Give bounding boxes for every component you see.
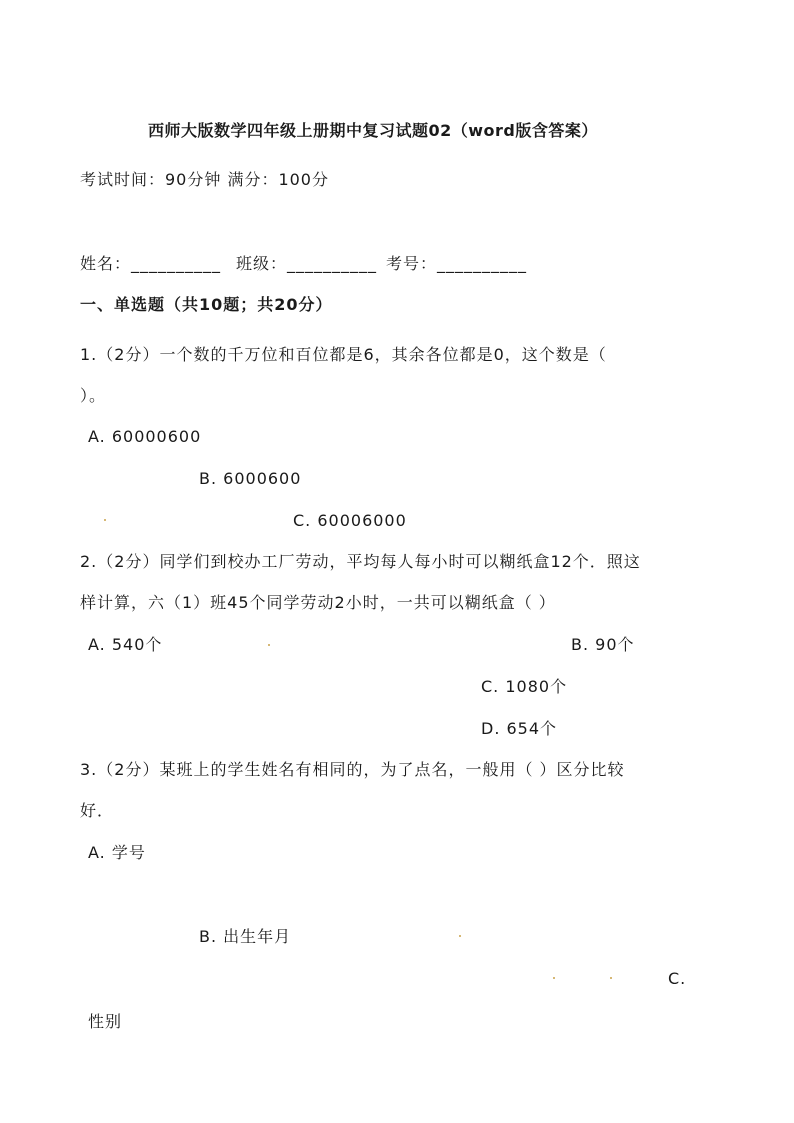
speck-mark xyxy=(104,519,106,521)
section-title: 一、单选题（共10题；共20分） xyxy=(80,295,333,314)
name-field: 姓名：__________ xyxy=(80,254,222,273)
question-2-option-a: A. 540个 xyxy=(88,635,163,654)
question-2-stem-line2: 样计算，六（1）班45个同学劳动2小时，一共可以糊纸盒（ ） xyxy=(80,593,556,612)
question-2-option-d: D. 654个 xyxy=(481,719,558,738)
question-1-option-c: C. 60006000 xyxy=(293,511,407,530)
question-1-stem-line1: 1.（2分）一个数的千万位和百位都是6，其余各位都是0，这个数是（ xyxy=(80,345,607,364)
speck-mark xyxy=(610,977,612,979)
question-3-option-a: A. 学号 xyxy=(88,843,146,862)
speck-mark xyxy=(459,935,461,937)
speck-mark xyxy=(268,644,270,646)
question-3-option-c-text: 性别 xyxy=(88,1012,123,1031)
document-title: 西师大版数学四年级上册期中复习试题02（word版含答案） xyxy=(148,121,598,140)
question-2-option-c: C. 1080个 xyxy=(481,677,568,696)
exam-info: 考试时间：90分钟 满分：100分 xyxy=(80,170,329,189)
question-1-option-b: B. 6000600 xyxy=(199,469,302,488)
class-field: 班级：__________ xyxy=(236,254,378,273)
question-3-option-b: B. 出生年月 xyxy=(199,927,292,946)
question-3-option-c: C. xyxy=(668,969,687,988)
question-2-stem-line1: 2.（2分）同学们到校办工厂劳动，平均每人每小时可以糊纸盒12个．照这 xyxy=(80,552,641,571)
question-3-stem-line1: 3.（2分）某班上的学生姓名有相同的，为了点名，一般用（ ）区分比较 xyxy=(80,760,625,779)
question-1-option-a: A. 60000600 xyxy=(88,427,202,446)
question-3-stem-line2: 好． xyxy=(80,801,115,820)
exam-number-field: 考号：__________ xyxy=(386,254,528,273)
question-1-stem-line2: ）。 xyxy=(80,386,107,405)
question-2-option-b: B. 90个 xyxy=(571,635,635,654)
speck-mark xyxy=(553,977,555,979)
